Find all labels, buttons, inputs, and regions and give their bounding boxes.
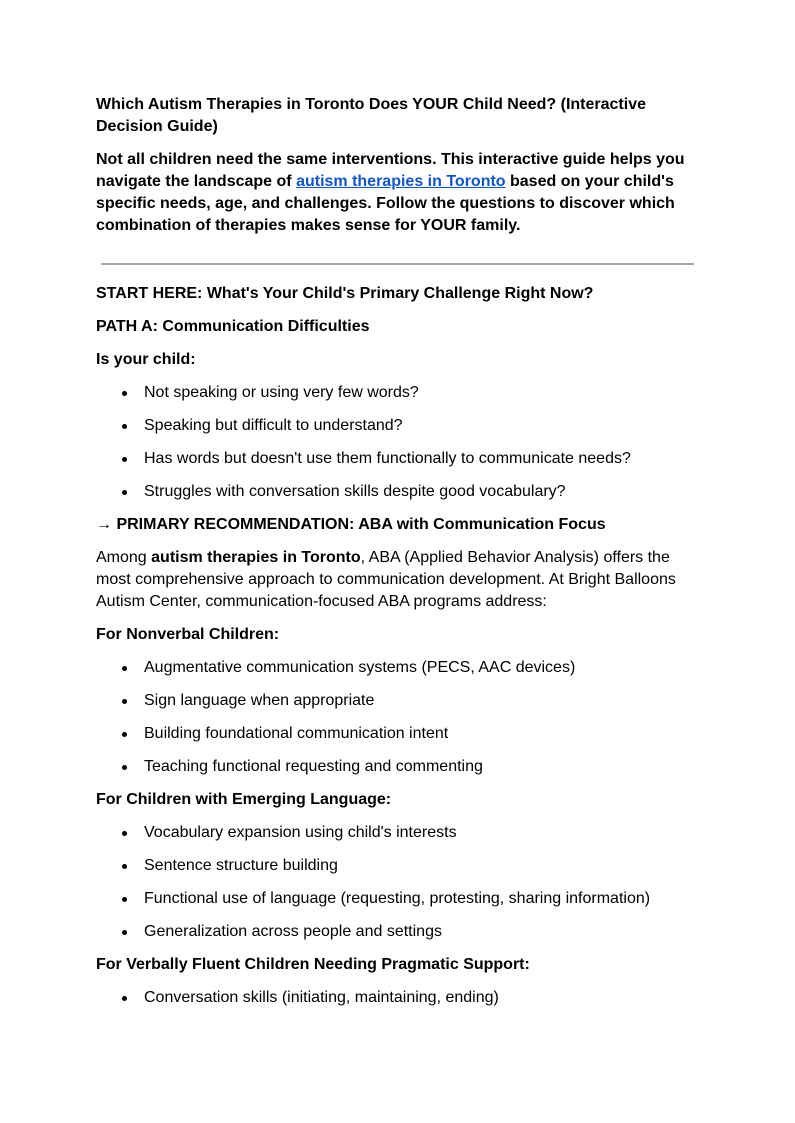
among-suffix: , ABA (Applied Behavior Analysis) offers the most comprehensive approach to communication development. At Bright Balloons Autism Center, communication-focused ABA programs address: bbox=[96, 549, 676, 610]
page-title: Which Autism Therapies in Toronto Does YOUR Child Need? (Interactive Decision Guide) bbox=[96, 96, 646, 135]
list-item: Vocabulary expansion using child's interests bbox=[96, 822, 696, 844]
fluent-list bbox=[96, 987, 696, 1009]
document-header bbox=[96, 94, 696, 237]
autism-therapies-link[interactable]: autism therapies in Toronto bbox=[296, 173, 506, 190]
list-item: Building foundational communication intent bbox=[96, 723, 696, 745]
list-item: Functional use of language (requesting, protesting, sharing information) bbox=[96, 888, 696, 910]
list-item: Not speaking or using very few words? bbox=[96, 382, 696, 404]
path-a-heading: PATH A: Communication Difficulties bbox=[96, 318, 370, 335]
emerging-language-list bbox=[96, 822, 696, 943]
challenge-list bbox=[96, 382, 696, 503]
among-bold-term: autism therapies in Toronto bbox=[151, 549, 361, 566]
fluent-heading: For Verbally Fluent Children Needing Pragmatic Support: bbox=[96, 956, 530, 973]
intro-paragraph bbox=[96, 149, 696, 237]
aba-paragraph bbox=[96, 547, 696, 613]
among-prefix: Among bbox=[96, 549, 152, 566]
intro-text-after: based on your child's specific needs, age, and challenges. Follow the questions to discover which combination of therapies makes sense for YOUR family. bbox=[96, 173, 675, 234]
nonverbal-heading: For Nonverbal Children: bbox=[96, 626, 280, 643]
start-here-heading: START HERE: What's Your Child's Primary Challenge Right Now? bbox=[96, 285, 594, 302]
is-your-child-label: Is your child: bbox=[96, 351, 196, 368]
list-item: Struggles with conversation skills despite good vocabulary? bbox=[96, 481, 696, 503]
list-item: Teaching functional requesting and commenting bbox=[96, 756, 696, 778]
list-item: Augmentative communication systems (PECS, AAC devices) bbox=[96, 657, 696, 679]
horizontal-divider bbox=[101, 263, 694, 265]
emerging-language-heading: For Children with Emerging Language: bbox=[96, 791, 392, 808]
list-item: Sign language when appropriate bbox=[96, 690, 696, 712]
list-item: Has words but doesn't use them functionally to communicate needs? bbox=[96, 448, 696, 470]
list-item: Conversation skills (initiating, maintaining, ending) bbox=[96, 987, 696, 1009]
list-item: Speaking but difficult to understand? bbox=[96, 415, 696, 437]
list-item: Generalization across people and settings bbox=[96, 921, 696, 943]
primary-recommendation: → PRIMARY RECOMMENDATION: ABA with Communication Focus bbox=[96, 516, 606, 533]
list-item: Sentence structure building bbox=[96, 855, 696, 877]
intro-text-before: Not all children need the same interventions. This interactive guide helps you navigate the landscape of bbox=[96, 151, 685, 190]
decision-guide-section bbox=[96, 283, 696, 1020]
nonverbal-list bbox=[96, 657, 696, 778]
